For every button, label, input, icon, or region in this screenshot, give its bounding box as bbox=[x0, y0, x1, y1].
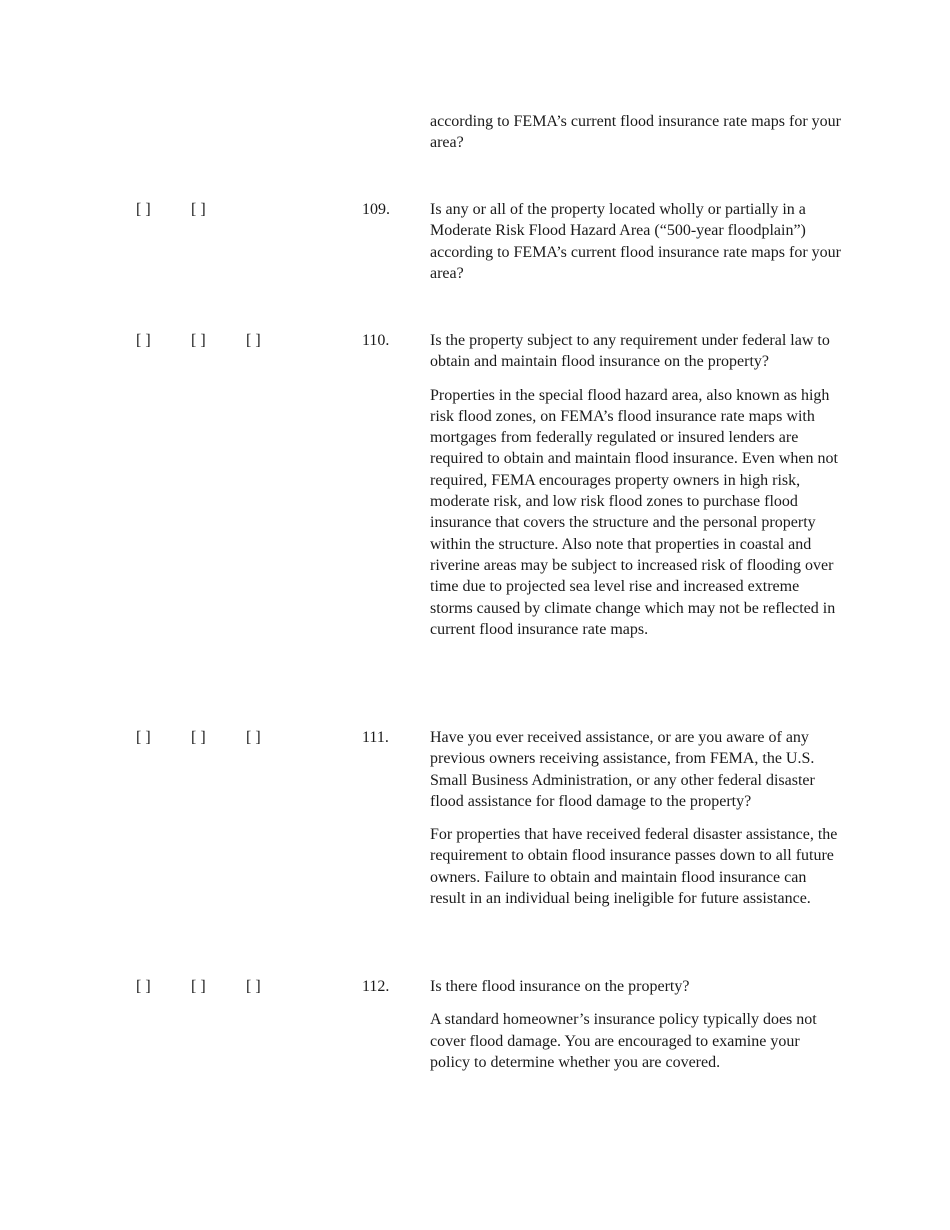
item-text bbox=[430, 199, 842, 296]
answer-checkbox-no[interactable]: [ ] bbox=[191, 978, 206, 995]
answer-checkbox-unknown[interactable]: [ ] bbox=[246, 978, 261, 995]
item-text bbox=[430, 330, 842, 652]
item-number: 109. bbox=[362, 201, 390, 218]
answer-checkbox-no[interactable]: [ ] bbox=[191, 201, 206, 218]
explanatory-note: For properties that have received federal disaster assistance, the requirement to obtain flood insurance passes down to all future owners. Failure to obtain and maintain flood insurance can result in an individual being ineligible for future assistance. bbox=[430, 826, 838, 908]
answer-checkbox-yes[interactable]: [ ] bbox=[136, 978, 151, 995]
answer-checkbox-no[interactable]: [ ] bbox=[191, 332, 206, 349]
answer-checkbox-yes[interactable]: [ ] bbox=[136, 332, 151, 349]
item-text bbox=[430, 727, 842, 921]
answer-checkbox-yes[interactable]: [ ] bbox=[136, 729, 151, 746]
question-text: Is the property subject to any requirement under federal law to obtain and maintain flood insurance on the property? bbox=[430, 332, 830, 371]
answer-checkbox-unknown[interactable]: [ ] bbox=[246, 332, 261, 349]
item-number: 110. bbox=[362, 332, 390, 349]
explanatory-note: A standard homeowner’s insurance policy typically does not cover flood damage. You are encouraged to examine your policy to determine whether you are covered. bbox=[430, 1011, 817, 1071]
answer-checkbox-unknown[interactable]: [ ] bbox=[246, 729, 261, 746]
question-text: Have you ever received assistance, or are you aware of any previous owners receiving assistance, from FEMA, the U.S. Small Business Administration, or any other federal disaster flood assistance for flood damage to the property? bbox=[430, 729, 815, 810]
question-text: Is any or all of the property located wholly or partially in a Moderate Risk Flood Hazard Area (“500-year floodplain”) according to FEMA’s current flood insurance rate maps for your area? bbox=[430, 201, 841, 282]
item-number: 112. bbox=[362, 978, 390, 995]
question-text: Is there flood insurance on the property? bbox=[430, 978, 690, 995]
explanatory-note: Properties in the special flood hazard area, also known as high risk flood zones, on FEMA’s flood insurance rate maps with mortgages from federally regulated or insured lenders are required to obtain and maintain flood insurance. Even when not required, FEMA encourages property owners in high risk, moderate risk, and low risk flood zones to purchase flood insurance that covers the structure and the personal property within the structure. Also note that properties in coastal and riverine areas may be subject to increased risk of flooding over time due to projected sea level rise and increased extreme storms caused by climate change which may not be reflected in current flood insurance rate maps. bbox=[430, 386, 838, 638]
answer-checkbox-yes[interactable]: [ ] bbox=[136, 201, 151, 218]
answer-checkbox-no[interactable]: [ ] bbox=[191, 729, 206, 746]
continued-question-text: according to FEMA’s current flood insurance rate maps for your area? bbox=[430, 113, 841, 152]
item-text bbox=[430, 976, 842, 1085]
item-number: 111. bbox=[362, 729, 389, 746]
